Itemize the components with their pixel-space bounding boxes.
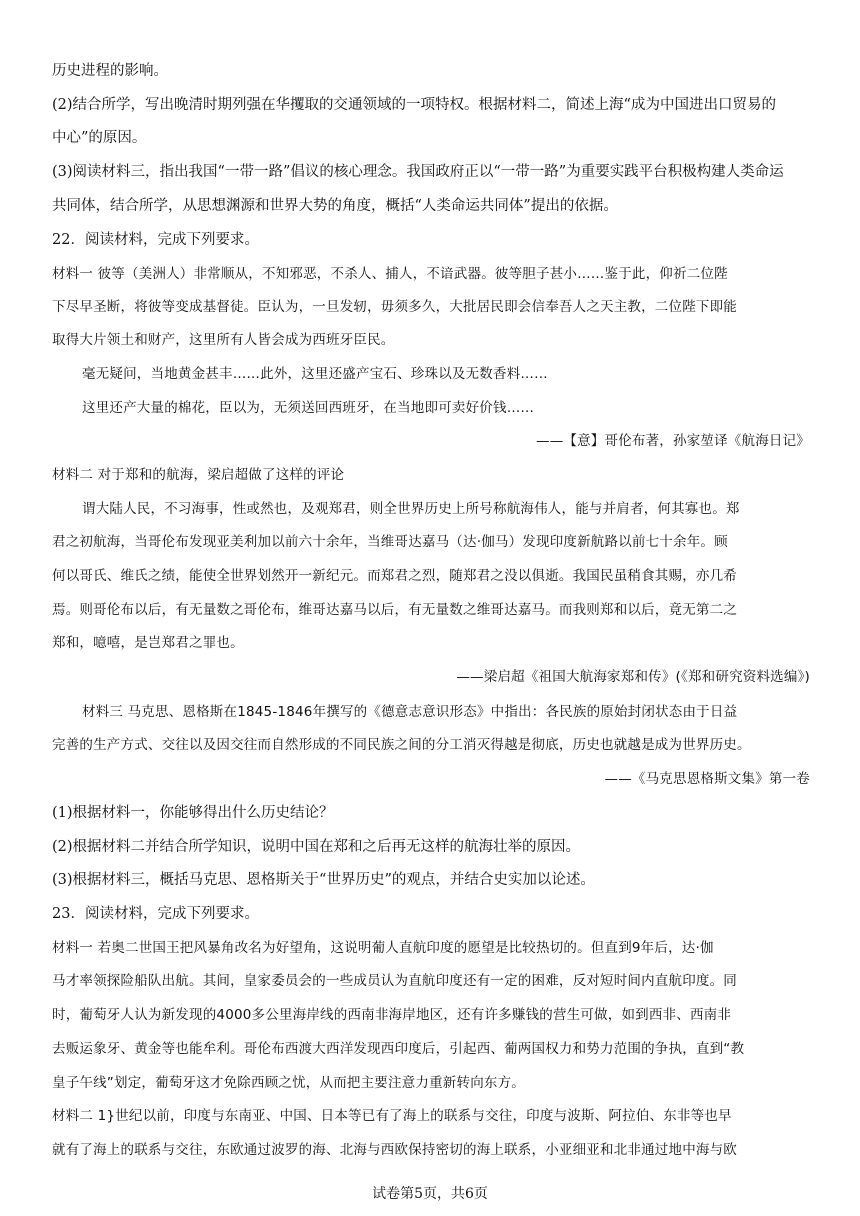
material-1-line: 毫无疑问，当地黄金甚丰……此外，这里还盛产宝石、珍珠以及无数香料…… <box>82 366 548 382</box>
material-2-source: ——梁启超《祖国大航海家郑和传》(《郑和研究资料选编》) <box>456 669 810 685</box>
material-3-line: 完善的生产方式、交往以及因交往而自然形成的不同民族之间的分工消灭得越是彻底，历史也就越是成为世界历史。 <box>52 737 751 753</box>
material-3-line: 材料三 马克思、恩格斯在1845-1846年撰写的《德意志意识形态》中指出：各民族的原始封闭状态由于日益 <box>82 704 738 720</box>
question-22-2: (2)根据材料二并结合所学知识，说明中国在郑和之后再无这样的航海壮举的原因。 <box>52 839 581 855</box>
material-2-line: 就有了海上的联系与交往，东欧通过波罗的海、北海与西欧保持密切的海上联系，小亚细亚和北非通过地中海与欧 <box>52 1142 737 1158</box>
material-2-line: 材料二 1}世纪以前，印度与东南亚、中国、日本等已有了海上的联系与交往，印度与波斯、阿拉伯、东非等也早 <box>52 1108 732 1124</box>
material-2-line: 君之初航海，当哥伦布发现亚美利加以前六十余年，当维哥达嘉马（达·伽马）发现印度新航路以前七十余年。顾 <box>52 534 728 550</box>
question-23-heading: 23．阅读材料，完成下列要求。 <box>52 906 259 922</box>
material-1-line: 取得大片领土和财产，这里所有人皆会成为西班牙臣民。 <box>52 332 395 348</box>
text-line: 历史进程的影响。 <box>52 63 168 79</box>
material-1-line: 材料一 彼等（美洲人）非常顺从，不知邪恶，不杀人、捕人，不谙武器。彼等胆子甚小……鉴于此，仰祈二位陛 <box>52 266 728 282</box>
material-1-line: 马才率领探险船队出航。其间，皇家委员会的一些成员认为直航印度还有一定的困难，反对短时间内直航印度。同 <box>52 973 737 989</box>
material-2-line: 何以哥氏、维氏之绩，能使全世界划然开一新纪元。而郑君之烈，随郑君之没以俱逝。我国民虽稍食其赐，亦几希 <box>52 568 737 584</box>
material-1-line: 材料一 若奥二世国王把风暴角改名为好望角，这说明葡人直航印度的愿望是比较热切的。但直到9年后，达·伽 <box>52 940 714 956</box>
question-21-2: (2)结合所学，写出晚清时期列强在华攫取的交通领域的一项特权。根据材料二，简述上海“成为中国进出口贸易的 <box>52 97 776 113</box>
material-1-line: 这里还产大量的棉花，臣以为，无须送回西班牙，在当地即可卖好价钱…… <box>82 400 535 416</box>
material-1-source: ——【意】哥伦布著，孙家堃译《航海日记》 <box>536 433 810 449</box>
material-1-line: 去贩运象牙、黄金等也能牟利。哥伦布西渡大西洋发现西印度后，引起西、葡两国权力和势力范围的争执，直到“教 <box>52 1041 745 1057</box>
material-2-heading: 材料二 对于郑和的航海，梁启超做了这样的评论 <box>52 467 345 483</box>
page-footer: 试卷第5页，共6页 <box>372 1186 488 1202</box>
material-2-line: 焉。则哥伦布以后，有无量数之哥伦布，维哥达嘉马以后，有无量数之维哥达嘉马。而我则郑和以后，竟无第二之 <box>52 602 737 618</box>
question-21-3: (3)阅读材料三，指出我国“一带一路”倡议的核心理念。我国政府正以“一带一路”为重要实践平台积极构建人类命运 <box>52 164 784 180</box>
material-2-line: 谓大陆人民，不习海事，性或然也，及观郑君，则全世界历史上所号称航海伟人，能与并肩者，何其寡也。郑 <box>82 501 740 517</box>
material-1-line: 皇子午线”划定，葡萄牙这才免除西顾之忧，从而把主要注意力重新转向东方。 <box>52 1075 525 1091</box>
material-1-line: 下尽早圣断，将彼等变成基督徒。臣认为，一旦发轫，毋须多久，大批居民即会信奉吾人之天主教，二位陛下即能 <box>52 299 737 315</box>
text-line: 中心”的原因。 <box>52 130 147 146</box>
question-22-heading: 22．阅读材料，完成下列要求。 <box>52 232 259 248</box>
question-22-3: (3)根据材料三，概括马克思、恩格斯关于“世界历史”的观点，并结合史实加以论述。 <box>52 872 595 888</box>
text-line: 共同体，结合所学，从思想渊源和世界大势的角度，概括“人类命运共同体”提出的依据。 <box>52 198 618 214</box>
material-1-line: 时，葡萄牙人认为新发现的4000多公里海岸线的西南非海岸地区，还有许多赚钱的营生可做，如到西非、西南非 <box>52 1007 732 1023</box>
material-3-source: ——《马克思恩格斯文集》第一卷 <box>604 771 810 787</box>
material-2-line: 郑和，噫嘻，是岂郑君之罪也。 <box>52 635 244 651</box>
question-22-1: (1)根据材料一，你能够得出什么历史结论？ <box>52 805 334 821</box>
